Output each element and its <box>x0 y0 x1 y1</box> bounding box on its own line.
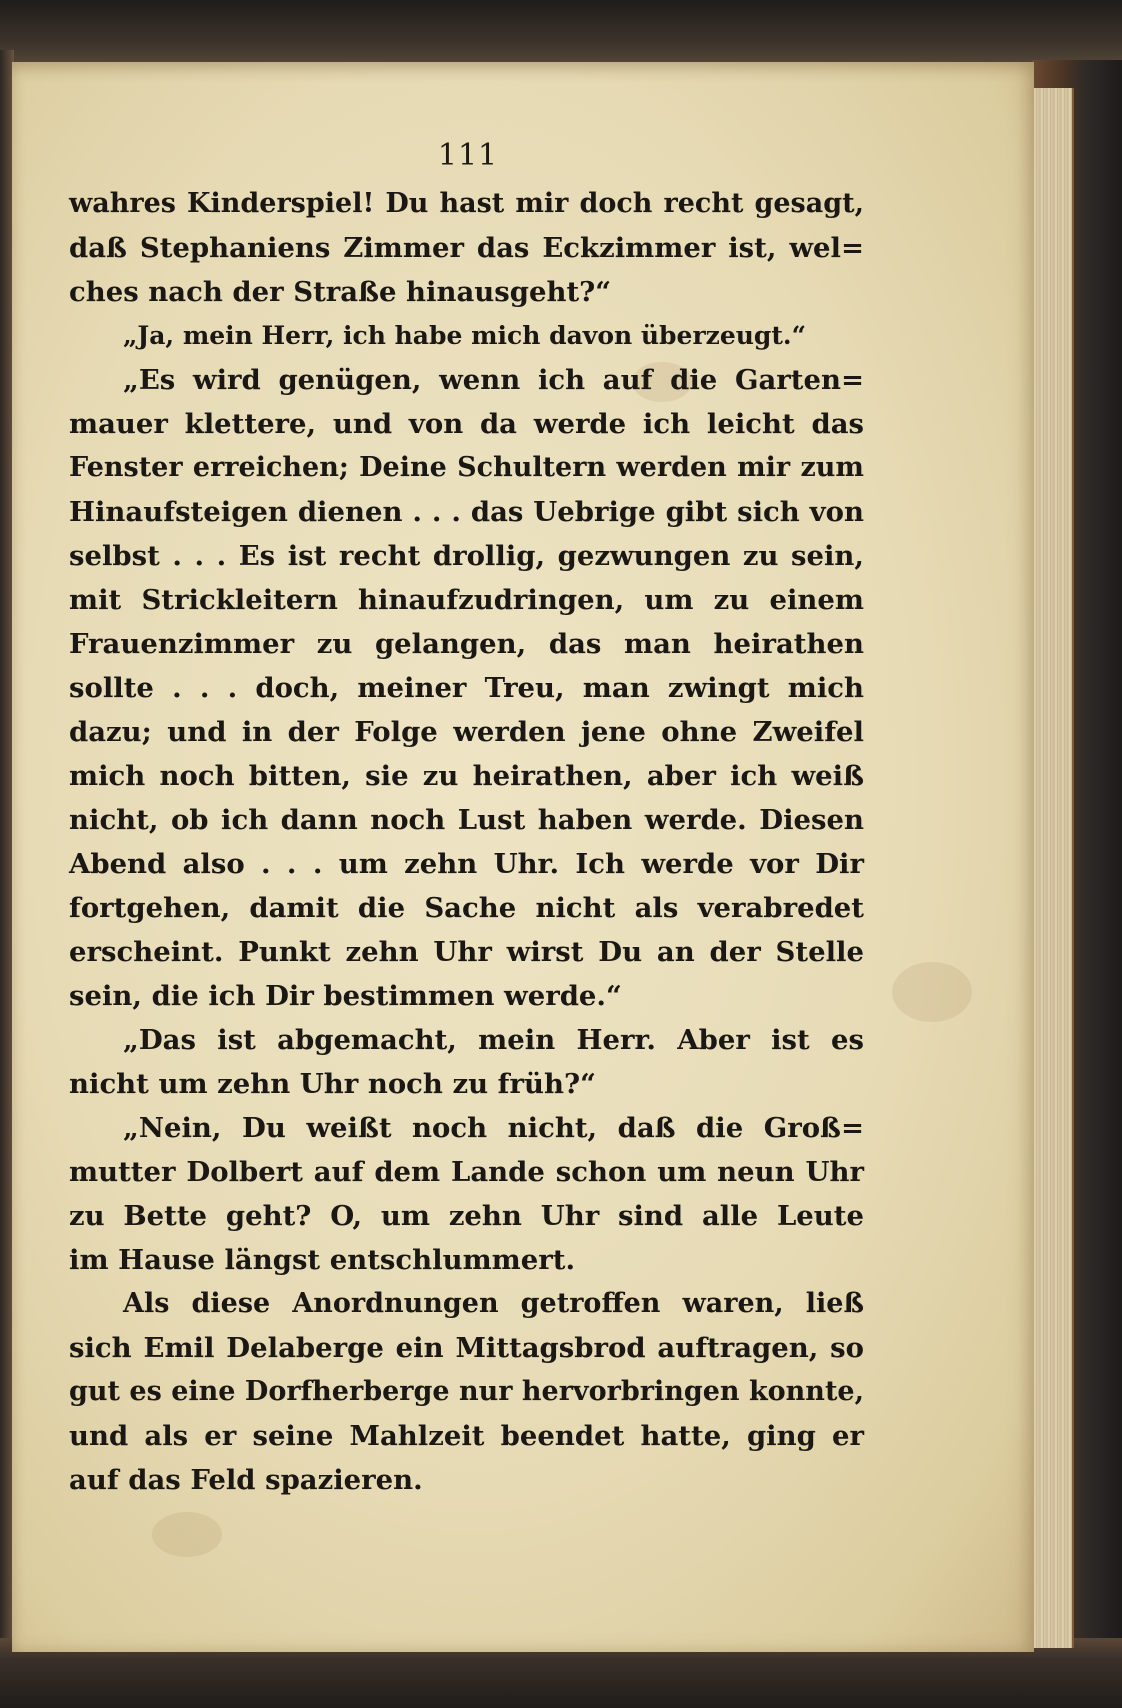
text-line: mich noch bitten, sie zu heirathen, aber ich weiß <box>69 760 864 792</box>
paper-stain <box>892 962 972 1022</box>
text-line: Hinaufsteigen dienen . . . das Uebrige gibt sich von <box>69 496 864 528</box>
body-text <box>69 182 864 1502</box>
text-line: erscheint. Punkt zehn Uhr wirst Du an der Stelle <box>69 936 864 968</box>
text-line: zu Bette geht? O, um zehn Uhr sind alle Leute <box>69 1200 864 1232</box>
text-line: und als er seine Mahlzeit beendet hatte, ging er <box>69 1420 864 1452</box>
book-page <box>12 62 1034 1652</box>
text-line: sein, die ich Dir bestimmen werde.“ <box>69 980 622 1012</box>
stacked-page-edges <box>1030 88 1074 1648</box>
text-line: „Ja, mein Herr, ich habe mich davon überzeugt.“ <box>123 321 807 350</box>
text-line: fortgehen, damit die Sache nicht als verabredet <box>69 892 864 924</box>
text-line: „Es wird genügen, wenn ich auf die Garten= <box>123 364 864 396</box>
text-line: mit Strickleitern hinaufzudringen, um zu einem <box>69 584 864 616</box>
text-line: im Hause längst entschlummert. <box>69 1244 576 1276</box>
text-line: sich Emil Delaberge ein Mittagsbrod auftragen, so <box>69 1332 864 1364</box>
page-number: 111 <box>437 138 499 173</box>
book-cover-top-edge <box>0 0 1122 70</box>
text-line: nicht um zehn Uhr noch zu früh?“ <box>69 1068 596 1100</box>
text-line: „Nein, Du weißt noch nicht, daß die Groß= <box>123 1112 864 1144</box>
text-line: auf das Feld spazieren. <box>69 1464 423 1496</box>
text-line: sollte . . . doch, meiner Treu, man zwingt mich <box>69 672 864 704</box>
text-line: mutter Dolbert auf dem Lande schon um neun Uhr <box>69 1156 864 1188</box>
text-line: Abend also . . . um zehn Uhr. Ich werde vor Dir <box>69 848 864 880</box>
text-line: daß Stephaniens Zimmer das Eckzimmer ist, wel= <box>69 232 864 264</box>
text-line: selbst . . . Es ist recht drollig, gezwungen zu sein, <box>69 540 864 572</box>
text-line: nicht, ob ich dann noch Lust haben werde. Diesen <box>69 804 864 836</box>
text-line: mauer klettere, und von da werde ich leicht das <box>69 408 864 440</box>
text-line: Frauenzimmer zu gelangen, das man heirathen <box>69 628 864 660</box>
text-line: „Das ist abgemacht, mein Herr. Aber ist es <box>123 1024 864 1056</box>
text-line: Als diese Anordnungen getroffen waren, ließ <box>123 1288 864 1319</box>
text-line: ches nach der Straße hinausgeht?“ <box>69 276 612 308</box>
text-line: dazu; und in der Folge werden jene ohne Zweifel <box>69 716 864 748</box>
text-line: wahres Kinderspiel! Du hast mir doch recht gesagt, <box>69 188 864 219</box>
paper-stain <box>152 1512 222 1557</box>
text-line: Fenster erreichen; Deine Schultern werden mir zum <box>69 452 864 483</box>
text-line: gut es eine Dorfherberge nur hervorbringen konnte, <box>69 1376 864 1407</box>
